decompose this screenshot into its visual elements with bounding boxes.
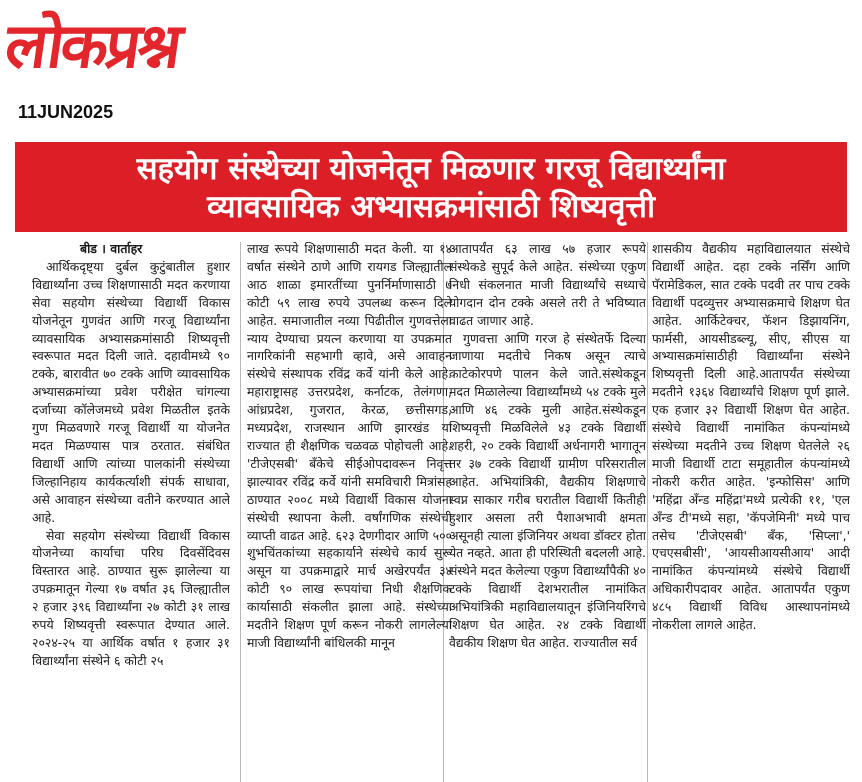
- headline-banner: [15, 142, 847, 232]
- newspaper-logo: लोकप्रश्न: [0, 9, 185, 82]
- article-paragraph: आर्थिकदृष्ट्या दुर्बल कुटुंबातील हुशार विद्यार्थ्यांना उच्च शिक्षणासाठी मदत करणाया सेवा सहयोग संस्थेच्या विद्यार्थी विकास योजनेतून गुणवंत आणि गरजू विद्यार्थ्यांना व्यावसायिक अभ्यासक्रमांसाठी शिष्यवृत्ती स्वरूपात मदत दिली जाते. दहावीमध्ये ९० टक्के, बारावीत ७० टक्के आणि व्यावसायिक अभ्यासक्रमांच्या प्रवेश परीक्षेत चांगल्या दर्जाच्या कॉलेजमध्ये प्रवेश मिळतील इतके गुण मिळवणारे गरजू विद्यार्थी या योजनेत मदत मिळण्यास पात्र ठरतात. संबंधित विद्यार्थी आणि त्यांच्या पालकांनी संस्थेच्या जिल्हानिहाय कार्यकर्त्याशी संपर्क साधावा, असे आवाहन संस्थेच्या वतीने करण्यात आले आहे.: [32, 258, 230, 525]
- article-paragraph: लाख रूपये शिक्षणासाठी मदत केली. या १४ वर्षात संस्थेने ठाणे आणि रायगड जिल्ह्यातील आठ शाळा इमारतींच्या पुनर्निर्माणासाठी ७ कोटी ५९ लाख रुपये उपलब्ध करून दिले आहेत. समाजातील नव्या पिढीतील गुणवत्तेला न्याय देण्याचा प्रयत्न करणाया या उपक्रमात नागरिकांनी सहभागी व्हावे, असे आवाहन संस्थेचे संस्थापक रविंद्र कर्वे यांनी केले आहे. महाराष्ट्रासह उत्तरप्रदेश, कर्नाटक, तेलंगणा, आंध्रप्रदेश, गुजरात, केरळ, छत्तीसगड, मध्यप्रदेश, राजस्थान आणि झारखंड या राज्यात ही शैक्षणिक चळवळ पोहोचली आहे. 'टीजेएसबी' बँकेचे सीईओपदावरून निवृत्त झाल्यावर रविंद्र कर्वे यांनी समविचारी मित्रांसह ठाण्यात २००८ मध्ये विद्यार्थी विकास योजना संस्थेची स्थापना केली. वर्षांगणिक संस्थेची व्याप्ती वाढत आहे. ६२३ देणगीदार आणि ५०० शुभचिंतकांच्या सहकार्याने संस्थेचे कार्य सुरू असून या उपक्रमाद्वारे मार्च अखेरपर्यंत ३४ कोटी ९० लाख रूपयांचा निधी शैक्षणिक कार्यासाठी संकलीत झाला आहे. संस्थेच्या मदतीने शिक्षण पूर्ण करून नोकरी लागलेल्या माजी विद्यार्थ्यांनी बांधिलकी मानून: [247, 241, 452, 650]
- publication-date: 11JUN2025: [18, 102, 114, 122]
- masthead: [0, 4, 306, 122]
- headline-line-1: सहयोग संस्थेच्या योजनेतून मिळणार गरजू विद्यार्थ्यांना: [136, 151, 726, 187]
- article-paragraph: शासकीय वैद्यकीय महाविद्यालयात संस्थेचे विद्यार्थी आहेत. दहा टक्के नर्सिंग आणि पॅरामेडिकल, सात टक्के पदवी तर पाच टक्के विद्यार्थी पदव्युत्तर अभ्यासक्रमाचे शिक्षण घेत आहेत. आर्किटेक्चर, फॅशन डिझायनिंग, फार्मसी, आयसीडब्ल्यू, सीए, सीएस या अभ्यासक्रमांसाठीही विद्यार्थ्यांना संस्थेने शिष्यवृत्ती दिली आहे.आतापर्यंत संस्थेच्या मदतीने १३६४ विद्यार्थ्यांचे शिक्षण पूर्ण झाले. एक हजार ३२ विद्यार्थी शिक्षण घेत आहेत. संस्थेचे विद्यार्थी नामांकित कंपन्यांमध्ये संस्थेच्या मदतीने उच्च शिक्षण घेतलेले २६ माजी विद्यार्थी टाटा समूहातील कंपन्यांमध्ये नोकरी करीत आहेत. 'इन्फोसिस' आणि 'महिंद्रा अँन्ड महिंद्रा'मध्ये प्रत्येकी ११, 'एल अँन्ड टी'मध्ये सहा, 'कॅपजेमिनी' मध्ये पाच तसेच 'टीजेएसबी' बँक, 'सिप्ला',' एचएसबीसी', 'आयसीआयसीआय' आदी नामांकित कंपन्यांमध्ये संस्थेचे विद्यार्थी अधिकारीपदावर आहेत. आतापर्यंत एकुण ४८५ विद्यार्थी विविध आस्थापनांमध्ये नोकरीला लागले आहेत.: [652, 241, 850, 633]
- article-column-4: [652, 240, 850, 782]
- article-body: [32, 240, 850, 782]
- article-paragraph: सेवा सहयोग संस्थेच्या विद्यार्थी विकास योजनेच्या कार्याचा परिघ दिवसेंदिवस विस्तारत आहे. ठाण्यात सुरू झालेल्या या उपक्रमातून गेल्या १७ वर्षात ३६ जिल्ह्यातील २ हजार ३९६ विद्यार्थ्यांना २७ कोटी ३१ लाख रुपये शिष्यवृत्ती स्वरूपात देण्यात आले. २०२४-२५ या आर्थिक वर्षात १ हजार ३१ विद्यार्थ्यांना संस्थेने ६ कोटी २५: [32, 527, 230, 668]
- article-column-3: [443, 240, 646, 782]
- dateline: बीड । वार्ताहर: [80, 241, 143, 256]
- headline-line-2: व्यावसायिक अभ्यासक्रमांसाठी शिष्यवृत्ती: [207, 189, 655, 225]
- article-column-2: [247, 240, 452, 782]
- article-column-1: [32, 240, 230, 782]
- article-paragraph: गुणवत्ता आणि गरज हे संस्थेतर्फे दिल्या जाणाया मदतीचे निकष असून त्याचे काटेकोरपणे पालन केले जाते.संस्थेकडून मदत मिळालेल्या विद्यार्थ्यांमध्ये ५४ टक्के मुले आणि ४६ टक्के मुली आहेत.संस्थेकडून शिष्यवृत्ती मिळविलेले ४३ टक्के विद्यार्थी शहरी, २० टक्के विद्यार्थी अर्धनागरी भागातून तर ३७ टक्के विद्यार्थी ग्रामीण परिसरातील आहेत. अभियांत्रिकी, वैद्यकीय शिक्षणाचे स्वप्न साकार गरीब घरातील विद्यार्थी कितीही हुशार असला तरी पैशाअभावी क्षमता असूनही त्याला इंजिनियर अथवा डॉक्टर होता येत नव्हते. आता ही परिस्थिती बदलली आहे. संस्थेने मदत केलेल्या एकुण विद्यार्थ्यांपैकी ४० टक्के विद्यार्थी देशभरातील नामांकित अभियांत्रिकी महाविद्यालयातून इंजिनियरिंगचे शिक्षण घेत आहेत. २४ टक्के विद्यार्थी वैद्यकीय शिक्षण घेत आहेत. राज्यातील सर्व: [449, 330, 646, 650]
- article-paragraph: आतापर्यंत ६३ लाख ५७ हजार रूपये संस्थेकडे सुपूर्द केले आहेत. संस्थेच्या एकुण निधी संकलनात माजी विद्यार्थ्यांचे सध्याचे योगदान दोन टक्के असले तरी ते भविष्यात वाढत जाणार आहे.: [449, 241, 646, 328]
